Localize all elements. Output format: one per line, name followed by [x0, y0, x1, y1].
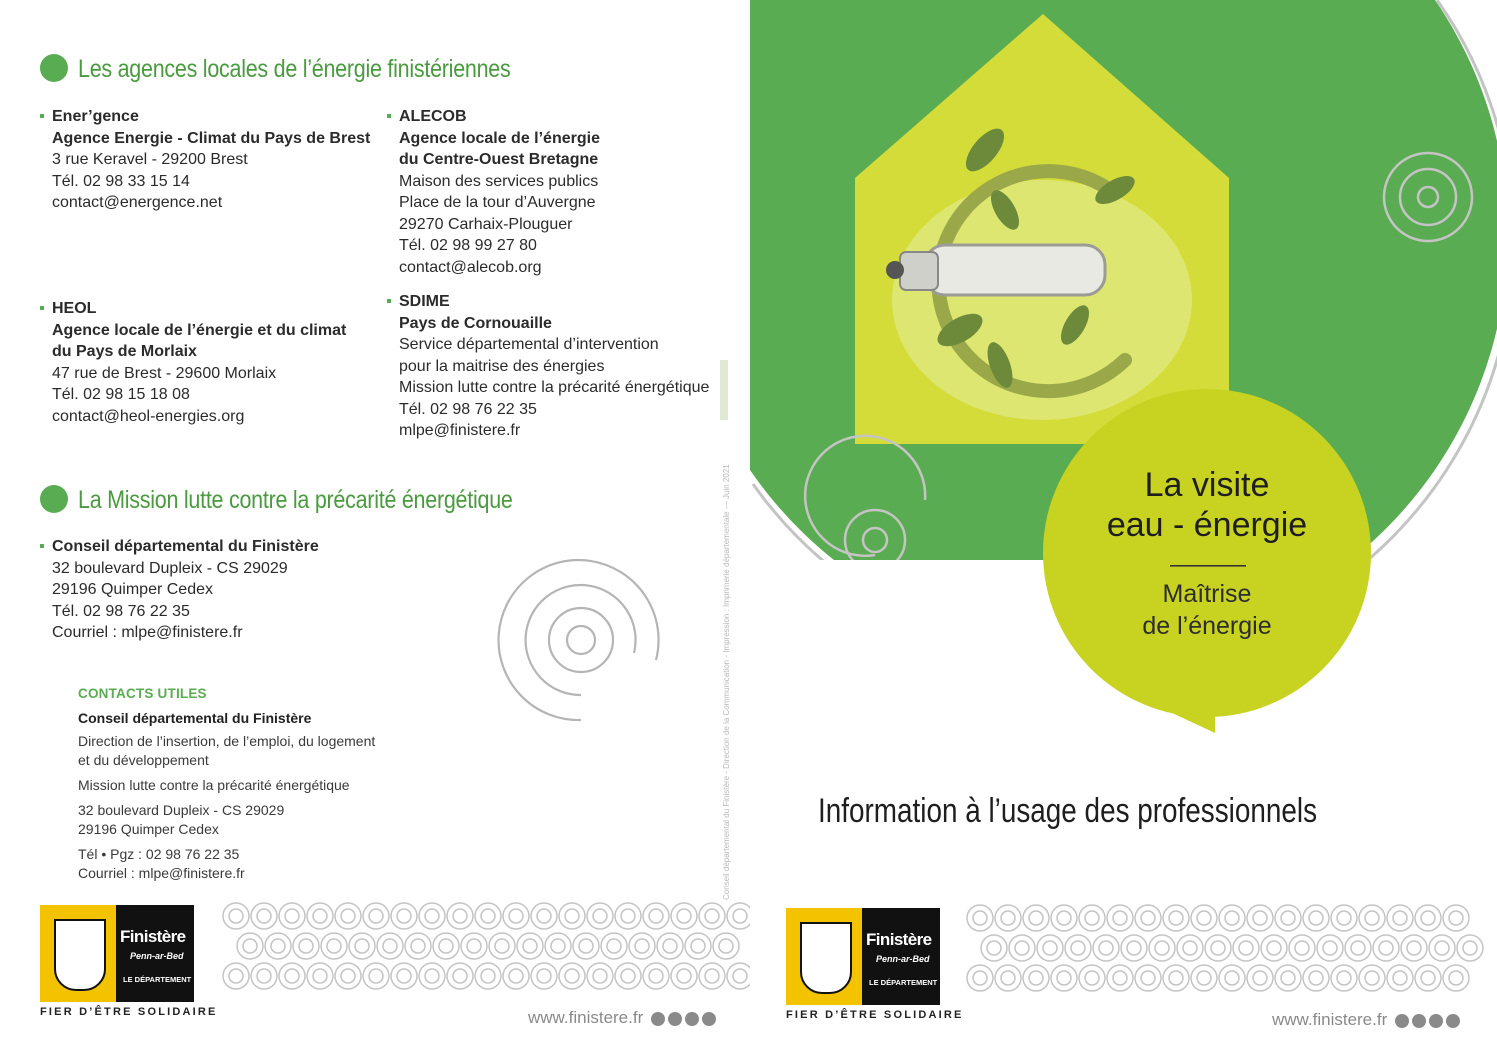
bullet-icon	[40, 114, 44, 118]
ring-icon	[1001, 971, 1015, 985]
ring-icon	[1387, 965, 1413, 991]
ring-icon	[1331, 905, 1357, 931]
ring-icon	[1407, 941, 1421, 955]
ring-icon	[1303, 905, 1329, 931]
ring-icon	[335, 963, 361, 989]
ring-icon	[327, 939, 341, 953]
cover-title: La visite eau - énergie	[1106, 466, 1308, 544]
ring-icon	[1169, 971, 1183, 985]
instagram-icon[interactable]	[1412, 1014, 1426, 1028]
ring-icon	[649, 969, 663, 983]
circle-pattern-decoration	[966, 904, 1490, 1004]
ring-icon	[243, 939, 257, 953]
ring-icon	[967, 965, 993, 991]
ring-icon	[1261, 935, 1287, 961]
website-link[interactable]: www.finistere.fr	[1272, 1010, 1460, 1030]
ring-icon	[411, 939, 425, 953]
ring-icon	[1141, 911, 1155, 925]
ring-icon	[1197, 971, 1211, 985]
ring-icon	[615, 903, 641, 929]
ring-icon	[1281, 971, 1295, 985]
ring-icon	[321, 933, 347, 959]
ring-icon	[1219, 905, 1245, 931]
ring-icon	[265, 933, 291, 959]
section-title-mission: La Mission lutte contre la précarité énergétique	[78, 486, 513, 514]
ring-icon	[1323, 941, 1337, 955]
ring-icon	[1317, 935, 1343, 961]
ring-icon	[425, 909, 439, 923]
agency-sdime: SDIME Pays de Cornouaille Service départemental d’intervention pour la maitrise des énergies Mission lutte contre la précarité énergétique Tél. 02 98 76 22 35 mlpe@finistere.fr	[399, 291, 709, 442]
ring-icon	[517, 933, 543, 959]
ring-icon	[537, 909, 551, 923]
ring-icon	[433, 933, 459, 959]
ring-icon	[987, 941, 1001, 955]
ring-icon	[349, 933, 375, 959]
ring-icon	[1057, 911, 1071, 925]
ring-icon	[1387, 905, 1413, 931]
facebook-icon[interactable]	[1395, 1014, 1409, 1028]
ring-icon	[1393, 971, 1407, 985]
section-bullet-icon	[40, 54, 68, 82]
ring-icon	[467, 939, 481, 953]
print-credit: Conseil départemental du Finistère - Direction de la Communication - Impression : Imprimerie départementale — Juin 2021	[722, 464, 731, 900]
finistere-logo: Finistère Penn-ar-Bed LE DÉPARTEMENT	[786, 908, 940, 1005]
ring-icon	[251, 903, 277, 929]
ring-icon	[1183, 941, 1197, 955]
ring-icon	[1191, 905, 1217, 931]
ring-icon	[383, 939, 397, 953]
ring-icon	[593, 969, 607, 983]
ring-icon	[1057, 971, 1071, 985]
ring-icon	[663, 939, 677, 953]
ring-icon	[1079, 965, 1105, 991]
ring-icon	[1415, 905, 1441, 931]
ring-icon	[1253, 971, 1267, 985]
ring-icon	[1001, 911, 1015, 925]
ring-icon	[671, 963, 697, 989]
ring-icon	[1393, 911, 1407, 925]
ring-icon	[1051, 965, 1077, 991]
ring-icon	[307, 903, 333, 929]
ring-icon	[1211, 941, 1225, 955]
ring-icon	[1085, 971, 1099, 985]
audience-title: Information à l’usage des professionnels	[818, 792, 1318, 830]
ring-icon	[531, 963, 557, 989]
ring-icon	[397, 909, 411, 923]
ring-icon	[733, 909, 747, 923]
ring-icon	[545, 933, 571, 959]
ring-icon	[1225, 971, 1239, 985]
ring-icon	[1415, 965, 1441, 991]
ring-icon	[377, 933, 403, 959]
ring-icon	[1029, 971, 1043, 985]
ring-icon	[1233, 935, 1259, 961]
ring-icon	[551, 939, 565, 953]
ring-icon	[1275, 905, 1301, 931]
ring-icon	[285, 969, 299, 983]
ring-icon	[1463, 941, 1477, 955]
ring-icon	[461, 933, 487, 959]
ring-icon	[1051, 905, 1077, 931]
ring-icon	[279, 903, 305, 929]
email-link[interactable]: contact@alecob.org	[399, 258, 542, 276]
ring-icon	[629, 933, 655, 959]
ring-icon	[1337, 971, 1351, 985]
shield-icon	[54, 919, 106, 991]
ring-icon	[1345, 935, 1371, 961]
ring-icon	[713, 933, 739, 959]
ring-icon	[1435, 941, 1449, 955]
ring-icon	[223, 963, 249, 989]
ring-icon	[593, 909, 607, 923]
ring-icon	[1373, 935, 1399, 961]
ring-icon	[475, 903, 501, 929]
ring-icon	[1401, 935, 1427, 961]
bullet-icon	[387, 114, 391, 118]
ring-icon	[1029, 911, 1043, 925]
website-link[interactable]: www.finistere.fr	[528, 1008, 716, 1028]
ring-icon	[299, 939, 313, 953]
ring-icon	[1009, 935, 1035, 961]
logo-tagline: FIER D’ÊTRE SOLIDAIRE	[40, 1006, 218, 1018]
ring-icon	[489, 933, 515, 959]
ring-icon	[1065, 935, 1091, 961]
ring-icon	[1281, 911, 1295, 925]
ring-icon	[1225, 911, 1239, 925]
ring-icon	[503, 963, 529, 989]
ring-icon	[1093, 935, 1119, 961]
ring-icon	[621, 909, 635, 923]
email-link[interactable]: Courriel : mlpe@finistere.fr	[78, 865, 245, 881]
ring-icon	[537, 969, 551, 983]
ring-icon	[1449, 971, 1463, 985]
ring-icon	[405, 933, 431, 959]
ring-icon	[1023, 965, 1049, 991]
ring-icon	[1155, 941, 1169, 955]
email-link[interactable]: Courriel : mlpe@finistere.fr	[52, 624, 243, 641]
ring-icon	[257, 969, 271, 983]
ring-icon	[363, 963, 389, 989]
ring-icon	[1239, 941, 1253, 955]
ring-icon	[391, 963, 417, 989]
ring-icon	[1085, 911, 1099, 925]
ring-icon	[363, 903, 389, 929]
ring-icon	[313, 969, 327, 983]
ring-icon	[1247, 965, 1273, 991]
ring-icon	[671, 903, 697, 929]
ring-icon	[1457, 935, 1483, 961]
ring-icon	[1351, 941, 1365, 955]
ring-icon	[425, 969, 439, 983]
agency-energence: Ener’gence Agence Energie - Climat du Pays de Brest 3 rue Keravel - 29200 Brest Tél. 02 98 33 15 14 contact@energence.net	[52, 106, 370, 214]
ring-icon	[1247, 905, 1273, 931]
section-title-agencies: Les agences locales de l’énergie finistériennes	[78, 55, 511, 83]
youtube-icon[interactable]	[1429, 1014, 1443, 1028]
agency-alecob: ALECOB Agence locale de l’énergie du Centre-Ouest Bretagne Maison des services publics Place de la tour d’Auvergne 29270 Carhaix-Plouguer Tél. 02 98 99 27 80 contact@alecob.org	[399, 106, 600, 278]
ring-icon	[419, 903, 445, 929]
ring-icon	[509, 969, 523, 983]
ring-icon	[237, 933, 263, 959]
ring-icon	[705, 909, 719, 923]
ring-icon	[657, 933, 683, 959]
ring-icon	[579, 939, 593, 953]
ring-icon	[1135, 905, 1161, 931]
ring-icon	[1449, 911, 1463, 925]
ring-icon	[1337, 911, 1351, 925]
ring-icon	[1099, 941, 1113, 955]
ring-icon	[1295, 941, 1309, 955]
ring-icon	[705, 969, 719, 983]
ring-icon	[1443, 965, 1469, 991]
ring-icon	[1043, 941, 1057, 955]
email-link[interactable]: mlpe@finistere.fr	[399, 422, 521, 439]
mission-address: Conseil départemental du Finistère 32 boulevard Dupleix - CS 29029 29196 Quimper Cedex Tél. 02 98 76 22 35 Courriel : mlpe@finistere.fr	[52, 536, 319, 644]
ring-icon	[621, 969, 635, 983]
ring-icon	[981, 935, 1007, 961]
twitter-icon[interactable]	[1446, 1014, 1460, 1028]
ring-icon	[699, 903, 725, 929]
ring-icon	[481, 969, 495, 983]
ring-icon	[503, 903, 529, 929]
ring-icon	[229, 909, 243, 923]
ring-icon	[439, 939, 453, 953]
ring-icon	[271, 939, 285, 953]
ring-icon	[699, 963, 725, 989]
ring-icon	[279, 963, 305, 989]
ring-icon	[643, 963, 669, 989]
ring-icon	[1037, 935, 1063, 961]
contacts-heading: CONTACTS UTILES	[78, 686, 207, 701]
ring-icon	[587, 903, 613, 929]
ring-icon	[341, 969, 355, 983]
ring-icon	[369, 969, 383, 983]
ring-icon	[1163, 965, 1189, 991]
ring-icon	[1443, 905, 1469, 931]
ring-icon	[1309, 911, 1323, 925]
ring-icon	[1107, 965, 1133, 991]
ring-icon	[1113, 911, 1127, 925]
ring-icon	[1141, 971, 1155, 985]
ring-icon	[1023, 905, 1049, 931]
ring-icon	[1253, 911, 1267, 925]
twitter-icon[interactable]	[702, 1012, 716, 1026]
ring-icon	[615, 963, 641, 989]
ring-icon	[355, 939, 369, 953]
ring-icon	[565, 909, 579, 923]
ring-icon	[677, 969, 691, 983]
ring-icon	[313, 909, 327, 923]
ring-icon	[587, 963, 613, 989]
ring-icon	[1219, 965, 1245, 991]
ring-icon	[973, 911, 987, 925]
ring-icon	[677, 909, 691, 923]
ring-icon	[995, 905, 1021, 931]
ring-icon	[1121, 935, 1147, 961]
ring-icon	[481, 909, 495, 923]
ring-icon	[1359, 905, 1385, 931]
bullet-icon	[40, 544, 44, 548]
ring-icon	[607, 939, 621, 953]
email-link[interactable]: contact@heol-energies.org	[52, 407, 245, 425]
ring-icon	[1113, 971, 1127, 985]
ring-icon	[1421, 971, 1435, 985]
ring-icon	[223, 903, 249, 929]
ring-icon	[995, 965, 1021, 991]
ring-icon	[649, 909, 663, 923]
ring-icon	[391, 903, 417, 929]
ring-icon	[285, 909, 299, 923]
ring-icon	[1365, 911, 1379, 925]
youtube-icon[interactable]	[685, 1012, 699, 1026]
ring-icon	[475, 963, 501, 989]
ring-icon	[1071, 941, 1085, 955]
agency-heol: HEOL Agence locale de l’énergie et du climat du Pays de Morlaix 47 rue de Brest - 29600 Morlaix Tél. 02 98 15 18 08 contact@heol-energies.org	[52, 298, 346, 427]
ring-icon	[1149, 935, 1175, 961]
ring-icon	[643, 903, 669, 929]
logo-tagline: FIER D’ÊTRE SOLIDAIRE	[786, 1009, 964, 1021]
ring-icon	[635, 939, 649, 953]
cover-subtitle: Maîtrise de l’énergie	[1142, 580, 1272, 640]
ring-icon	[397, 969, 411, 983]
ring-icon	[1309, 971, 1323, 985]
ring-icon	[559, 903, 585, 929]
ring-icon	[1079, 905, 1105, 931]
ring-icon	[509, 909, 523, 923]
ring-icon	[341, 909, 355, 923]
ring-icon	[1191, 965, 1217, 991]
section-bullet-icon	[40, 485, 68, 513]
ring-icon	[733, 969, 747, 983]
ring-icon	[1127, 941, 1141, 955]
ring-icon	[1421, 911, 1435, 925]
circle-pattern-decoration	[222, 902, 750, 1002]
ring-icon	[523, 939, 537, 953]
ring-icon	[719, 939, 733, 953]
ring-icon	[1107, 905, 1133, 931]
ring-icon	[1331, 965, 1357, 991]
ring-icon	[293, 933, 319, 959]
ring-icon	[1267, 941, 1281, 955]
ring-icon	[691, 939, 705, 953]
ring-icon	[251, 963, 277, 989]
ring-icon	[1169, 911, 1183, 925]
ring-icon	[1135, 965, 1161, 991]
ring-icon	[1275, 965, 1301, 991]
ring-icon	[335, 903, 361, 929]
bullet-icon	[387, 299, 391, 303]
ring-icon	[229, 969, 243, 983]
lime-circle-badge	[1040, 388, 1375, 733]
ring-icon	[531, 903, 557, 929]
ring-icon	[1359, 965, 1385, 991]
bullet-icon	[40, 306, 44, 310]
ring-icon	[453, 909, 467, 923]
ring-icon	[973, 971, 987, 985]
shield-icon	[800, 922, 852, 994]
print-label-icon	[720, 360, 728, 420]
ring-icon	[1197, 911, 1211, 925]
ring-icon	[447, 903, 473, 929]
ring-icon	[495, 939, 509, 953]
ring-icon	[453, 969, 467, 983]
ring-icon	[1177, 935, 1203, 961]
spiral-decoration-icon	[496, 555, 666, 725]
ring-icon	[1303, 965, 1329, 991]
ring-icon	[573, 933, 599, 959]
facebook-icon[interactable]	[651, 1012, 665, 1026]
ring-icon	[1015, 941, 1029, 955]
ring-icon	[419, 963, 445, 989]
ring-icon	[257, 909, 271, 923]
useful-contacts: CONTACTS UTILES Conseil départemental du Finistère Direction de l’insertion, de l’emploi, du logement et du développement Mission lutte contre la précarité énergétique 32 boulevard Dupleix - CS 29029 29196 Quimper Cedex Tél • Pgz : 02 98 76 22 35 Courriel : mlpe@finistere.fr	[78, 686, 376, 881]
ring-icon	[559, 963, 585, 989]
instagram-icon[interactable]	[668, 1012, 682, 1026]
ring-icon	[1365, 971, 1379, 985]
ring-icon	[565, 969, 579, 983]
ring-icon	[1379, 941, 1393, 955]
ring-icon	[1163, 905, 1189, 931]
finistere-logo: Finistère Penn-ar-Bed LE DÉPARTEMENT	[40, 905, 194, 1002]
ring-icon	[307, 963, 333, 989]
ring-icon	[967, 905, 993, 931]
ring-icon	[601, 933, 627, 959]
ring-icon	[1289, 935, 1315, 961]
ring-icon	[369, 909, 383, 923]
ring-icon	[447, 963, 473, 989]
ring-icon	[1429, 935, 1455, 961]
ring-icon	[685, 933, 711, 959]
ring-icon	[1205, 935, 1231, 961]
email-link[interactable]: contact@energence.net	[52, 194, 223, 211]
